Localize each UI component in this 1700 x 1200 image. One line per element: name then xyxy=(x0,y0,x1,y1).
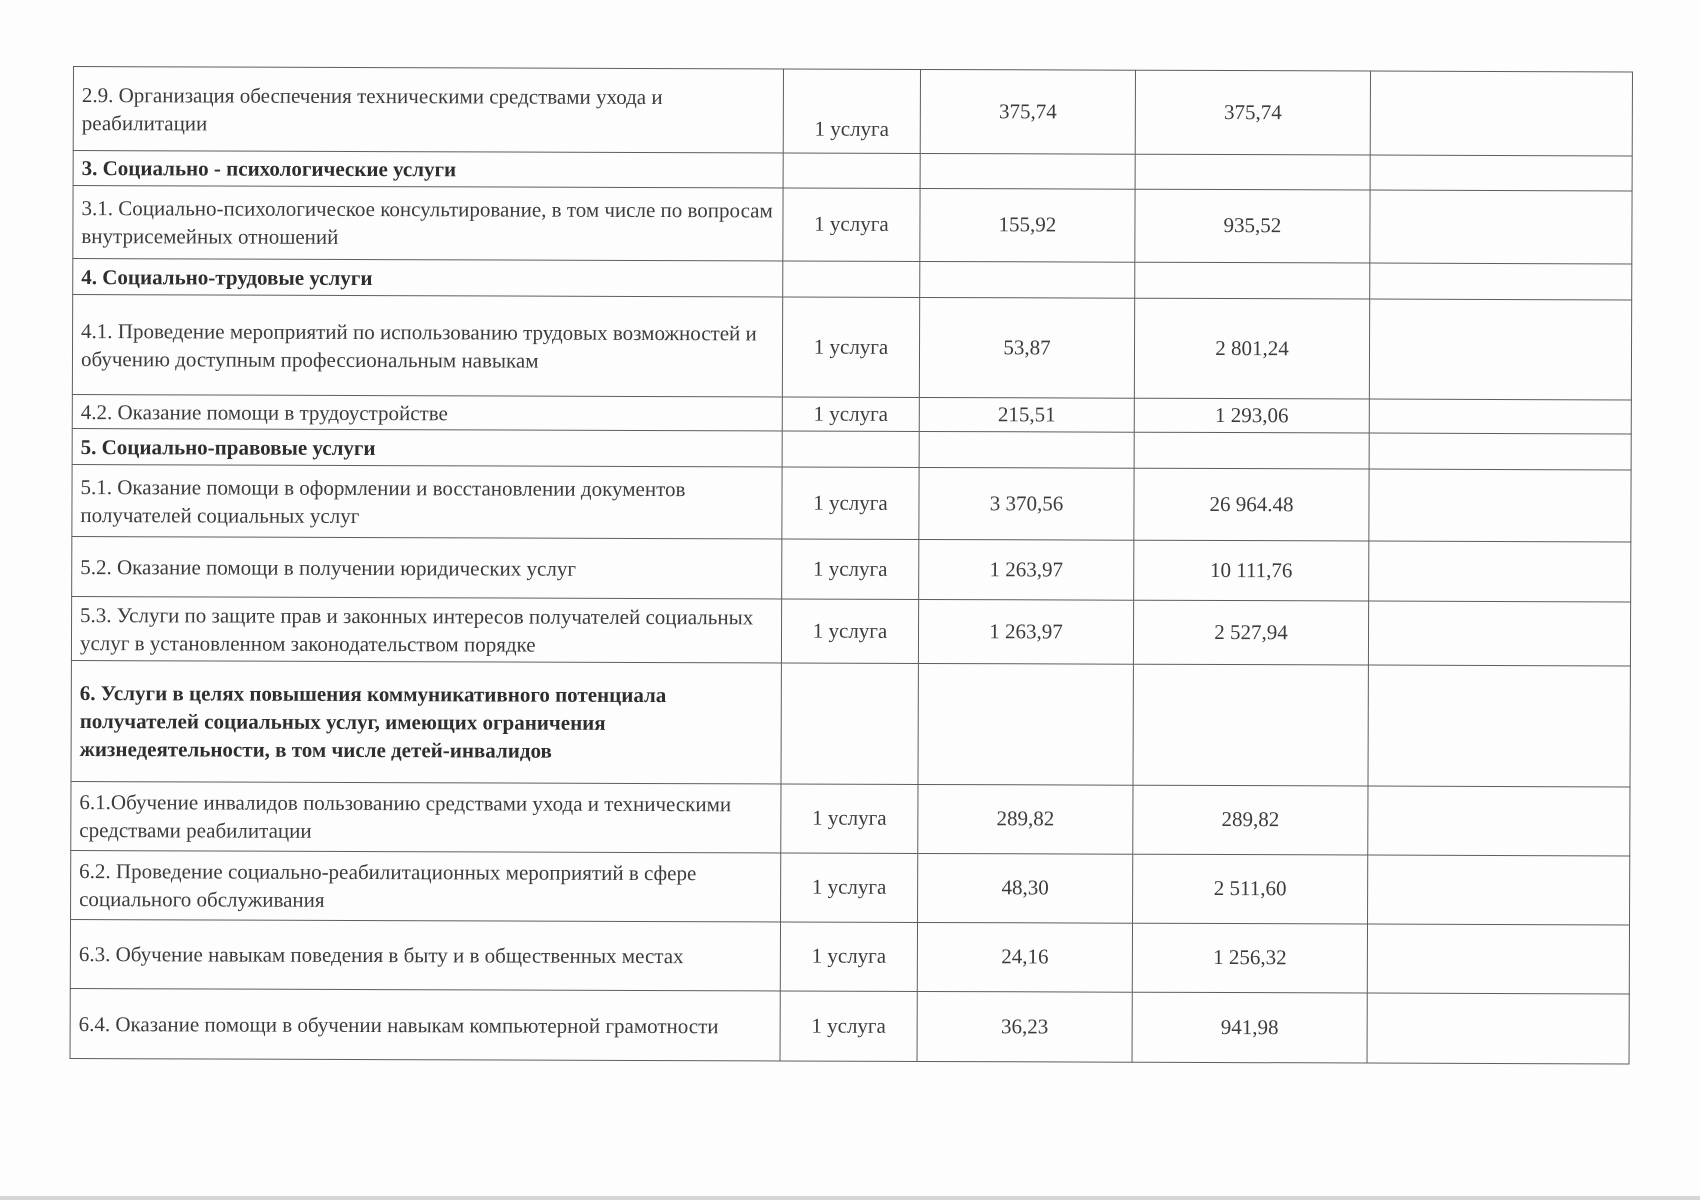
note-cell xyxy=(1370,155,1632,191)
unit-cell: 1 услуга xyxy=(780,991,917,1061)
unit-cell: 1 услуга xyxy=(781,599,918,663)
section-row xyxy=(73,259,1632,300)
note-cell xyxy=(1368,665,1630,787)
price-cell xyxy=(919,431,1134,468)
table-row xyxy=(72,536,1631,601)
table-row xyxy=(73,186,1632,264)
unit-cell: 1 услуга xyxy=(782,297,919,397)
unit-cell xyxy=(783,261,920,297)
price-cell: 48,30 xyxy=(918,853,1133,923)
cost-cell: 289,82 xyxy=(1133,785,1368,855)
note-cell xyxy=(1370,190,1632,264)
cost-cell: 935,52 xyxy=(1135,189,1370,263)
table-row xyxy=(73,67,1632,156)
table-row xyxy=(70,919,1629,993)
price-cell: 375,74 xyxy=(920,69,1135,154)
section-row xyxy=(71,660,1630,786)
table-row xyxy=(72,394,1631,433)
price-cell: 36,23 xyxy=(917,991,1132,1062)
cost-cell: 2 801,24 xyxy=(1134,298,1369,399)
service-name-cell: 5.2. Оказание помощи в получении юридических услуг xyxy=(72,536,782,598)
unit-cell xyxy=(781,663,918,784)
unit-cell: 1 услуга xyxy=(781,853,918,922)
cost-cell: 1 293,06 xyxy=(1134,398,1369,433)
table-row xyxy=(72,464,1631,541)
unit-cell: 1 услуга xyxy=(783,188,920,261)
note-cell xyxy=(1367,924,1629,994)
unit-cell: 1 услуга xyxy=(781,784,918,853)
service-name-cell: 6.3. Обучение навыкам поведения в быту и в общественных местах xyxy=(70,919,780,990)
note-cell xyxy=(1369,299,1631,400)
services-price-table xyxy=(70,66,1633,1064)
table-row xyxy=(71,596,1630,665)
service-name-cell: 6.2. Проведение социально-реабилитационных мероприятий в сфере социального обслуживания xyxy=(71,850,781,921)
unit-cell: 1 услуга xyxy=(783,69,920,153)
section-row xyxy=(73,151,1632,191)
cost-cell xyxy=(1135,154,1370,190)
cost-cell: 375,74 xyxy=(1135,70,1370,155)
note-cell xyxy=(1370,71,1632,156)
price-cell xyxy=(918,663,1133,785)
note-cell xyxy=(1369,541,1631,602)
note-cell xyxy=(1368,786,1630,856)
section-title-cell: 5. Социально-правовые услуги xyxy=(72,428,782,466)
unit-cell: 1 услуга xyxy=(782,467,919,539)
cost-cell: 10 111,76 xyxy=(1134,540,1369,601)
cost-cell: 2 511,60 xyxy=(1133,854,1368,924)
note-cell xyxy=(1369,399,1631,434)
price-cell: 3 370,56 xyxy=(919,467,1134,540)
table-row xyxy=(71,781,1630,855)
note-cell xyxy=(1369,469,1631,542)
cost-cell: 26 964.48 xyxy=(1134,468,1369,541)
note-cell xyxy=(1368,855,1630,925)
section-title-cell: 4. Социально-трудовые услуги xyxy=(73,259,783,297)
price-cell: 1 263,97 xyxy=(918,599,1133,664)
service-name-cell: 5.3. Услуги по защите прав и законных интересов получателей социальных услуг в установленном законодательством порядке xyxy=(71,596,781,662)
table-row xyxy=(72,295,1631,400)
price-cell: 1 263,97 xyxy=(919,539,1134,600)
service-name-cell: 6.4. Оказание помощи в обучении навыкам компьютерной грамотности xyxy=(70,988,780,1060)
service-name-cell: 3.1. Социально-психологическое консультирование, в том числе по вопросам внутрисемейных отношений xyxy=(73,186,783,261)
service-name-cell: 6.1.Обучение инвалидов пользованию средствами ухода и техническими средствами реабилитации xyxy=(71,781,781,852)
cost-cell xyxy=(1134,432,1369,469)
price-cell: 289,82 xyxy=(918,784,1133,854)
unit-cell xyxy=(782,431,919,467)
service-name-cell: 5.1. Оказание помощи в оформлении и восстановлении документов получателей социальных услуг xyxy=(72,464,782,538)
note-cell xyxy=(1370,263,1632,300)
note-cell xyxy=(1368,601,1630,666)
unit-cell xyxy=(783,153,920,188)
page-bottom-edge xyxy=(0,1196,1700,1200)
section-title-cell: 3. Социально - психологические услуги xyxy=(73,151,783,188)
price-cell: 24,16 xyxy=(917,922,1132,992)
unit-cell: 1 услуга xyxy=(780,922,917,991)
price-cell xyxy=(920,261,1135,298)
price-cell: 215,51 xyxy=(919,397,1134,432)
service-name-cell: 4.2. Оказание помощи в трудоустройстве xyxy=(72,394,782,430)
unit-cell: 1 услуга xyxy=(782,397,919,431)
note-cell xyxy=(1369,433,1631,470)
table-row xyxy=(70,988,1629,1063)
table-body xyxy=(70,67,1632,1064)
cost-cell: 941,98 xyxy=(1132,992,1367,1063)
section-title-cell: 6. Услуги в целях повышения коммуникативного потенциала получателей социальных услуг, имеющих ограничения жизнедеятельности, в том числе детей-инвалидов xyxy=(71,660,781,783)
service-name-cell: 4.1. Проведение мероприятий по использованию трудовых возможностей и обучению доступным профессиональным навыкам xyxy=(72,295,782,397)
note-cell xyxy=(1367,993,1629,1064)
price-cell: 155,92 xyxy=(920,188,1135,262)
table-row xyxy=(71,850,1630,924)
section-row xyxy=(72,428,1631,469)
price-cell xyxy=(920,153,1135,189)
cost-cell: 2 527,94 xyxy=(1133,600,1368,665)
service-name-cell: 2.9. Организация обеспечения техническими средствами ухода и реабилитации xyxy=(73,67,783,153)
cost-cell xyxy=(1135,262,1370,299)
unit-cell: 1 услуга xyxy=(782,539,919,599)
cost-cell: 1 256,32 xyxy=(1132,923,1367,993)
price-cell: 53,87 xyxy=(919,297,1134,398)
cost-cell xyxy=(1133,664,1368,786)
